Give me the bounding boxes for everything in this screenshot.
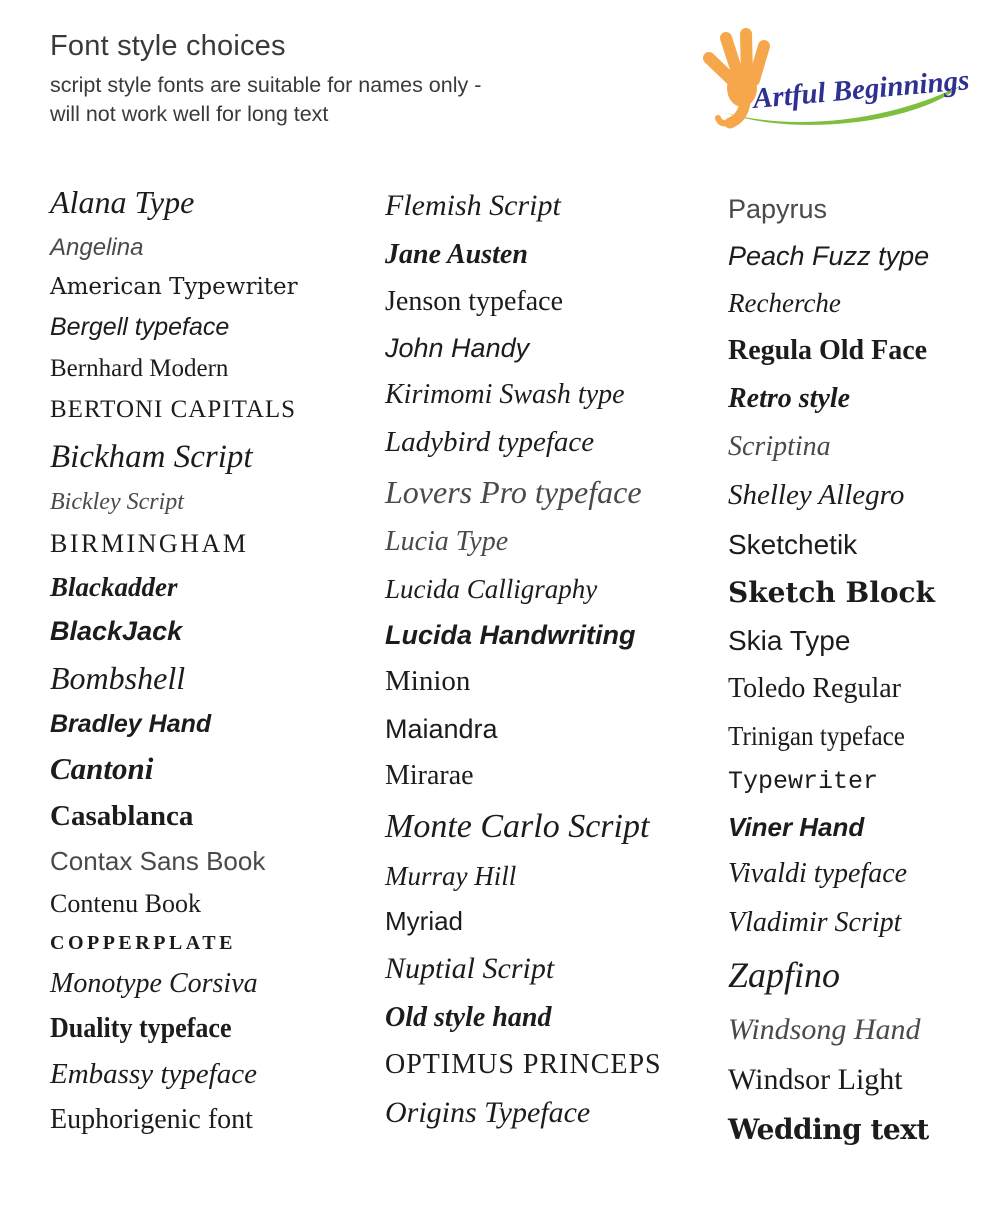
- font-sample-old-style-hand: Old style hand: [385, 1001, 552, 1033]
- font-sample-blackadder: Blackadder: [50, 572, 178, 603]
- font-sample-windsor-light: Windsor Light: [728, 1063, 903, 1097]
- font-sample-vivaldi-typeface: Vivaldi typeface: [728, 858, 908, 890]
- font-sample-john-handy: John Handy: [385, 332, 530, 363]
- font-sample-american-typewriter: American Typewriter: [50, 274, 298, 301]
- font-sample-myriad: Myriad: [385, 906, 464, 937]
- font-sample-bernhard-modern: Bernhard Modern: [50, 354, 229, 382]
- font-sample-contax-sans-book: Contax Sans Book: [50, 845, 266, 876]
- page-subtitle: [50, 71, 570, 129]
- font-column-1: [50, 183, 360, 1148]
- font-column-2: [385, 188, 715, 1145]
- font-sample-bombshell: Bombshell: [50, 659, 186, 696]
- font-sample-zapfino: Zapfino: [728, 954, 841, 995]
- font-sample-lucida-handwriting: Lucida Handwriting: [385, 619, 636, 650]
- font-sample-recherche: Recherche: [728, 287, 841, 318]
- font-sample-copperplate: COPPERPLATE: [50, 932, 236, 955]
- font-sample-typewriter: Typewriter: [728, 767, 879, 797]
- font-sample-birmingham: BIRMINGHAM: [50, 529, 249, 559]
- font-sample-ladybird-typeface: Ladybird typeface: [385, 426, 595, 458]
- font-sample-toledo-regular: Toledo Regular: [728, 673, 901, 705]
- font-sample-contenu-book: Contenu Book: [50, 889, 201, 919]
- font-sample-papyrus: Papyrus: [728, 194, 828, 224]
- font-sample-sketchetik: Sketchetik: [728, 528, 858, 560]
- font-sample-alana-type: Alana Type: [50, 184, 195, 220]
- font-sample-lucia-type: Lucia Type: [385, 526, 509, 558]
- font-sample-mirarae: Mirarae: [385, 759, 474, 791]
- font-sample-scriptina: Scriptina: [728, 431, 831, 463]
- font-sample-skia-type: Skia Type: [728, 624, 851, 656]
- font-sample-shelley-allegro: Shelley Allegro: [728, 479, 905, 512]
- font-sample-sketch-block: Sketch Block: [728, 575, 935, 609]
- font-sample-blackjack: BlackJack: [50, 616, 183, 647]
- font-sample-optimus-princeps: OPTIMUS PRINCEPS: [385, 1048, 662, 1080]
- font-sample-windsong-hand: Windsong Hand: [728, 1012, 921, 1046]
- font-sample-maiandra: Maiandra: [385, 713, 498, 744]
- font-sample-jane-austen: Jane Austen: [385, 238, 528, 270]
- font-sample-bickham-script: Bickham Script: [50, 438, 253, 475]
- font-sample-monte-carlo-script: Monte Carlo Script: [385, 807, 650, 845]
- font-sample-nuptial-script: Nuptial Script: [385, 952, 555, 986]
- font-sample-vladimir-script: Vladimir Script: [728, 906, 902, 938]
- font-sample-bergell-typeface: Bergell typeface: [50, 313, 230, 342]
- font-sample-embassy-typeface: Embassy typeface: [50, 1057, 257, 1090]
- font-sample-duality-typeface: Duality typeface: [50, 1012, 232, 1044]
- font-sample-jenson-typeface: Jenson typeface: [385, 285, 564, 317]
- header: [50, 30, 570, 129]
- logo-brand-text: Artful Beginnings: [751, 64, 971, 115]
- font-sample-murray-hill: Murray Hill: [385, 861, 517, 892]
- page-title: Font style choices: [50, 30, 286, 62]
- font-sample-lucida-calligraphy: Lucida Calligraphy: [385, 573, 598, 604]
- font-sample-bertoni-capitals: BERTONI CAPITALS: [50, 396, 297, 424]
- font-sample-lovers-pro-typeface: Lovers Pro typeface: [385, 474, 642, 511]
- font-sample-minion: Minion: [385, 665, 471, 698]
- font-sample-regula-old-face: Regula Old Face: [728, 334, 928, 366]
- font-sample-kirimomi-swash-type: Kirimomi Swash type: [385, 378, 625, 410]
- subtitle-line-2: will not work well for long text: [50, 102, 329, 127]
- font-sample-casablanca: Casablanca: [50, 800, 194, 833]
- font-sample-flemish-script: Flemish Script: [385, 189, 561, 222]
- font-sample-peach-fuzz-type: Peach Fuzz type: [728, 240, 930, 271]
- font-column-3: [728, 193, 993, 1161]
- font-sample-bickley-script: Bickley Script: [50, 489, 184, 516]
- font-sample-cantoni: Cantoni: [50, 751, 154, 787]
- font-sample-viner-hand: Viner Hand: [728, 811, 865, 842]
- font-sample-retro-style: Retro style: [728, 382, 851, 414]
- font-sample-euphorigenic-font: Euphorigenic font: [50, 1104, 253, 1136]
- font-sample-bradley-hand: Bradley Hand: [50, 709, 212, 738]
- font-sample-angelina: Angelina: [50, 234, 144, 262]
- subtitle-line-1: script style fonts are suitable for names only -: [50, 73, 482, 97]
- font-sample-monotype-corsiva: Monotype Corsiva: [50, 967, 258, 999]
- font-sample-wedding-text: Wedding text: [728, 1112, 929, 1146]
- font-sample-origins-typeface: Origins Typeface: [385, 1095, 591, 1129]
- font-sample-trinigan-typeface: Trinigan typeface: [728, 721, 905, 752]
- artful-beginnings-logo: [696, 26, 976, 136]
